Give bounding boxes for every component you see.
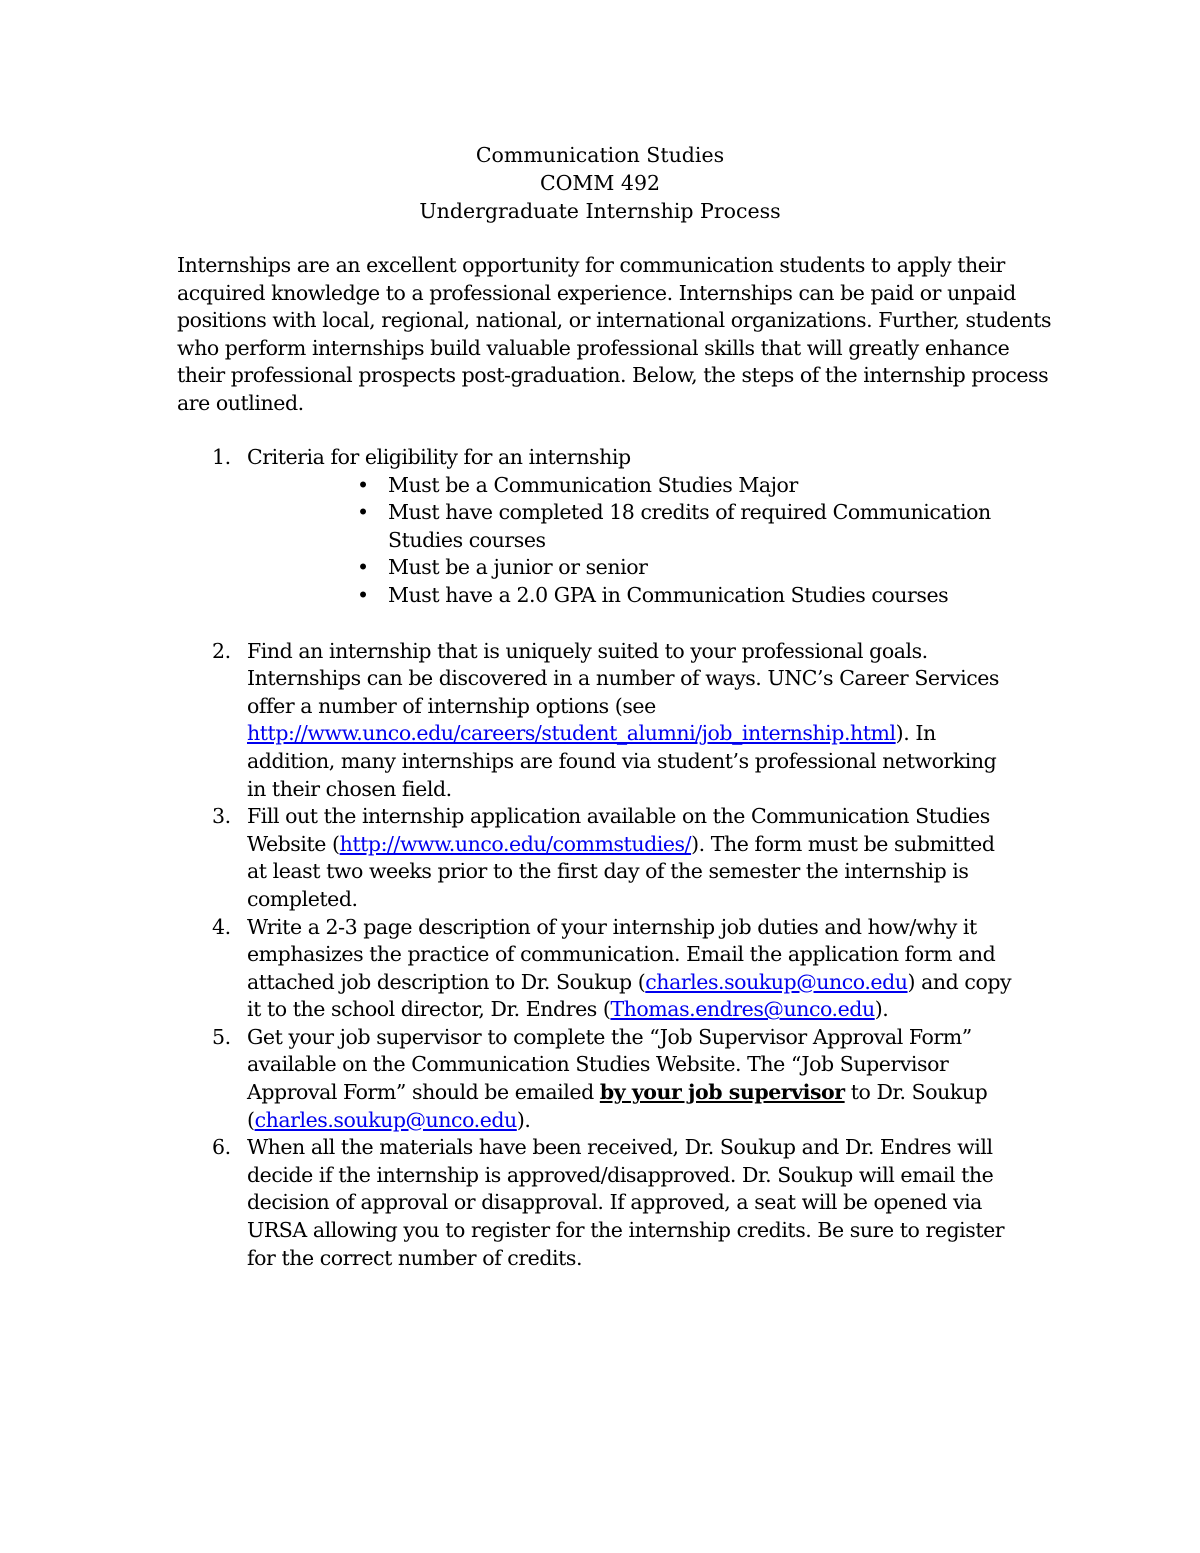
list-item: • Must be a junior or senior — [388, 554, 1018, 582]
step-number: 1. — [212, 445, 231, 469]
list-item: • Must have a 2.0 GPA in Communication Studies courses — [388, 582, 1018, 610]
step-text: Criteria for eligibility for an internship — [247, 445, 631, 469]
eligibility-criteria-list — [247, 472, 1017, 610]
comm-studies-website-link[interactable]: http://www.unco.edu/commstudies/ — [339, 831, 692, 856]
step-number: 5. — [212, 1024, 231, 1049]
list-item: • Must have completed 18 credits of required Communication Studies courses — [357, 500, 991, 552]
step-6: 6. When all the materials have been received, Dr. Soukup and Dr. Endres will decide if the internship is approved/disapproved. Dr. Soukup will email the decision of approval or disapproval. If approved, a seat will be opened via URSA allowing you to register for the internship credits. Be sure to register for the correct number of credits. — [212, 1135, 1005, 1270]
emphasis-text: by your job supervisor — [599, 1080, 845, 1105]
bullet-icon: • — [357, 582, 369, 607]
bullet-icon: • — [357, 472, 369, 497]
course-code: COMM 492 — [539, 171, 661, 195]
step-3: 3. Fill out the internship application available on the Communication Studies Website (http://www.unco.edu/commstudies/). The form must be submitted at least two weeks prior to the first day of the semester the internship is completed. — [212, 804, 995, 911]
step-number: 3. — [212, 804, 231, 829]
intro-paragraph: Internships are an excellent opportunity for communication students to apply their acquired knowledge to a professional experience. Internships can be paid or unpaid positions with local, regional, national, or international organizations. Further, students who perform internships build valuable professional skills that will greatly enhance their professional prospects post-graduation. Below, the steps of the internship process are outlined. — [177, 253, 1052, 415]
steps-list — [0, 444, 1200, 1272]
career-services-link[interactable]: http://www.unco.edu/careers/student_alumni/job_internship.html — [247, 721, 896, 746]
spacer — [0, 610, 1200, 638]
step-4: 4. Write a 2-3 page description of your internship job duties and how/why it emphasizes the practice of communication. Email the application form and attached job description to Dr. Soukup (charles.soukup@unco.edu) and copy it to the school director, Dr. Endres (Thomas.endres@unco.edu). — [212, 914, 1012, 1022]
bullet-icon: • — [357, 500, 369, 525]
department-title: Communication Studies — [475, 143, 725, 167]
step-number: 2. — [212, 638, 231, 663]
document-header — [0, 141, 1200, 225]
step-number: 4. — [212, 914, 231, 939]
step-number: 6. — [212, 1135, 231, 1160]
list-item: • Must be a Communication Studies Major — [388, 472, 1018, 500]
bullet-icon: • — [357, 555, 369, 580]
soukup-email-link[interactable]: charles.soukup@unco.edu — [645, 969, 908, 994]
document-title: Undergraduate Internship Process — [419, 199, 781, 223]
step-1 — [0, 444, 1017, 610]
soukup-email-link[interactable]: charles.soukup@unco.edu — [254, 1107, 517, 1132]
step-5: 5. Get your job supervisor to complete the “Job Supervisor Approval Form” available on the Communication Studies Website. The “Job Supervisor Approval Form” should be emailed by your job supervisor to Dr. Soukup (charles.soukup@unco.edu). — [212, 1024, 988, 1132]
step-2: 2. Find an internship that is uniquely suited to your professional goals. Internships can be discovered in a number of ways. UNC’s Career Services offer a number of internship options (see http://www.unco.edu/careers/student_alumni/job_internship.html). In addition, many internships are found via student’s professional networking in their chosen field. — [212, 638, 999, 801]
endres-email-link[interactable]: Thomas.endres@unco.edu — [610, 997, 875, 1022]
